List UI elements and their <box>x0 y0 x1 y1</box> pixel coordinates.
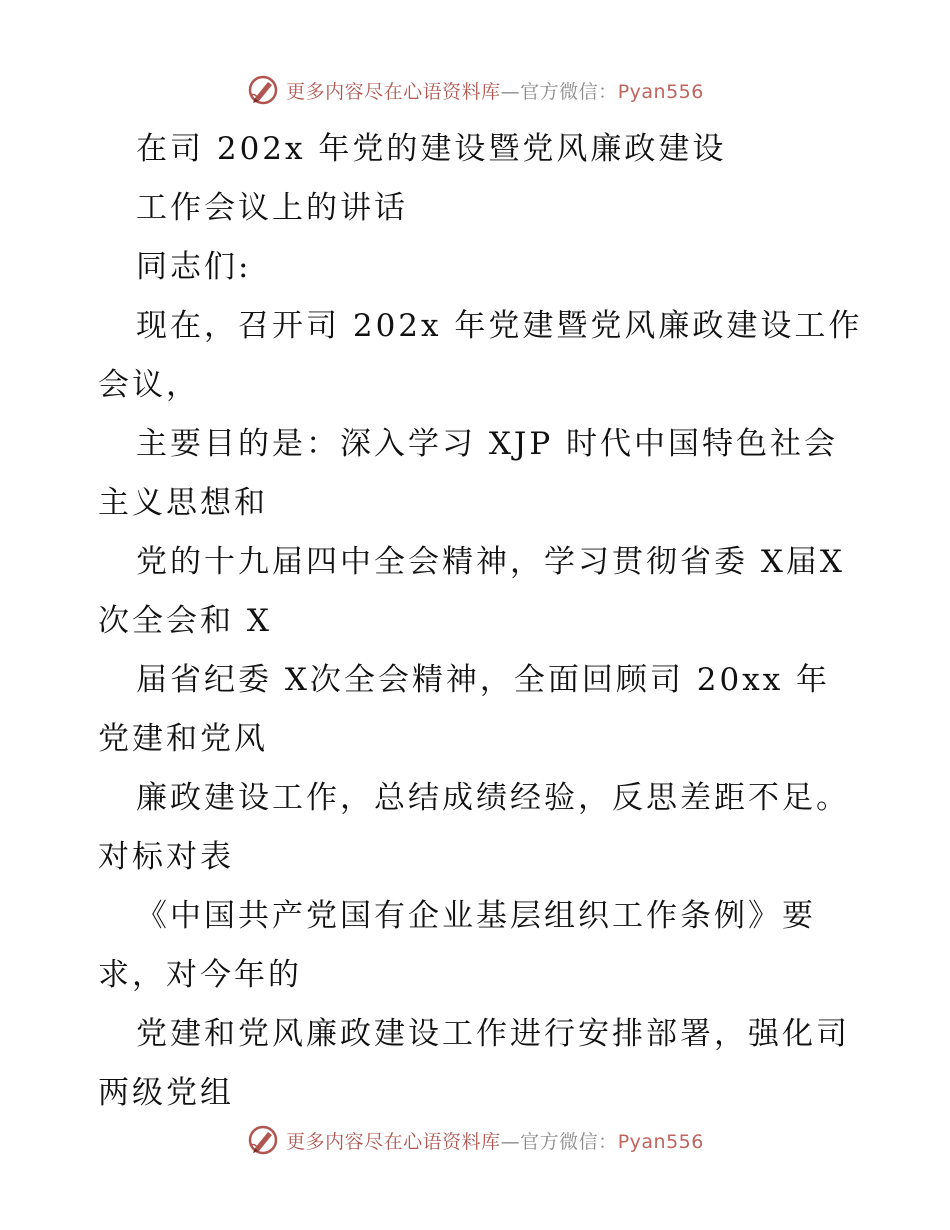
text-line: 两级党组 <box>98 1075 234 1111</box>
text-line: 主义思想和 <box>98 485 268 521</box>
text-line: 工作会议上的讲话 <box>136 190 408 226</box>
text-line: 同志们: <box>136 249 252 285</box>
watermark-label: 官方微信： <box>520 1130 618 1153</box>
watermark-wechat-id: Pyan556 <box>617 80 704 103</box>
watermark-banner-bottom <box>0 1120 950 1160</box>
watermark-brand: 更多内容尽在心语资料库 <box>286 1130 501 1153</box>
watermark-banner-top <box>0 70 950 110</box>
text-line: 求，对今年的 <box>98 957 302 993</box>
text-line: 《中国共产党国有企业基层组织工作条例》要 <box>136 898 816 934</box>
watermark-brand: 更多内容尽在心语资料库 <box>286 80 501 103</box>
text-line: 届省纪委 X次全会精神，全面回顾司 20xx 年 <box>136 662 831 698</box>
text-line: 会议， <box>98 367 200 403</box>
text-line: 党的十九届四中全会精神，学习贯彻省委 X届X <box>136 544 845 580</box>
text-line: 廉政建设工作，总结成绩经验，反思差距不足。 <box>136 780 850 816</box>
watermark-separator: — <box>500 80 521 103</box>
watermark-text <box>286 1127 704 1154</box>
text-line: 对标对表 <box>98 839 234 875</box>
watermark-label: 官方微信： <box>520 80 618 103</box>
text-line: 在司 202x 年党的建设暨党风廉政建设 <box>136 131 727 167</box>
pen-logo-icon <box>246 73 280 107</box>
text-line: 主要目的是：深入学习 XJP 时代中国特色社会 <box>136 426 839 462</box>
text-line: 次全会和 X <box>98 603 272 639</box>
watermark-text <box>286 77 704 104</box>
pen-logo-icon <box>246 1123 280 1157</box>
text-line: 党建和党风廉政建设工作进行安排部署，强化司 <box>136 1016 850 1052</box>
text-line: 党建和党风 <box>98 721 268 757</box>
text-line: 现在，召开司 202x 年党建暨党风廉政建设工作 <box>136 308 863 344</box>
document-body <box>98 120 863 1123</box>
watermark-separator: — <box>500 1130 521 1153</box>
watermark-wechat-id: Pyan556 <box>617 1130 704 1153</box>
